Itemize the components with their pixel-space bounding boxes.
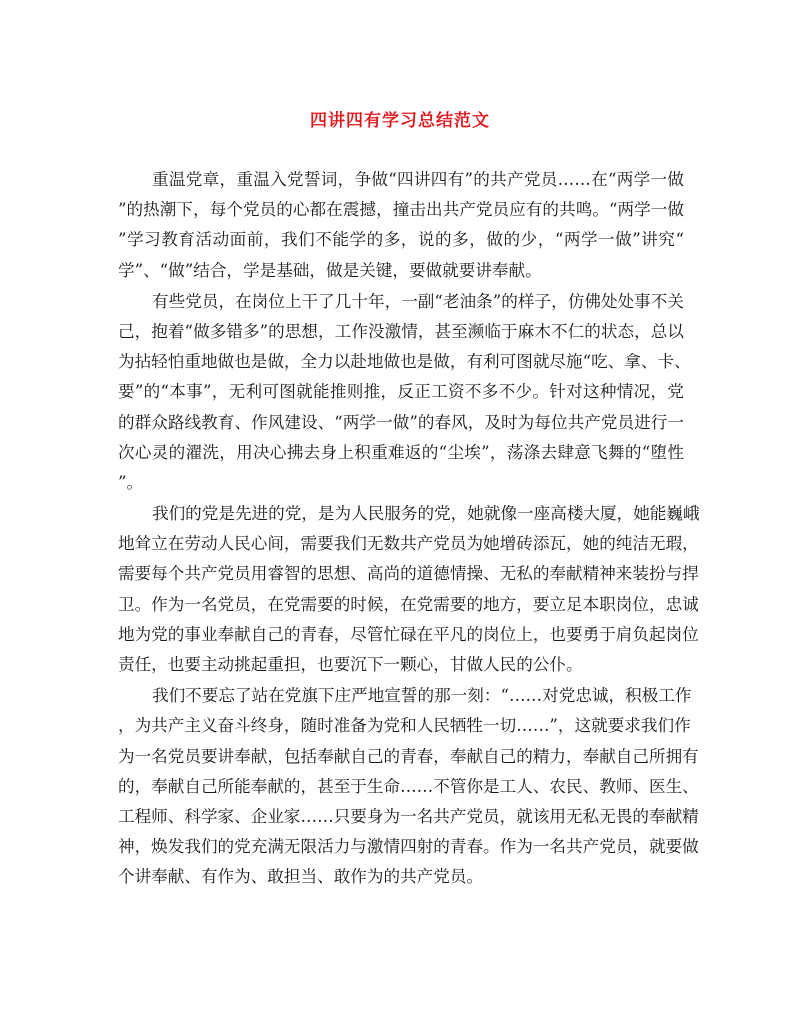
paragraph-3 (118, 499, 700, 680)
text-line: 为拈轻怕重地做也是做，全力以赴地做也是做，有利可图就尽施“吃、拿、卡、 (118, 352, 691, 372)
text-line: ，为共产主义奋斗终身，随时准备为党和人民牺牲一切……”，这就要求我们作 (118, 716, 691, 736)
text-line: 有些党员，在岗位上干了几十年，一副“老油条”的样子，仿佛处处事不关 (152, 291, 684, 311)
text-line: 的群众路线教育、作风建设、“两学一做”的春风，及时为每位共产党员进行一 (118, 412, 684, 432)
text-line: 次心灵的濯洗，用决心拂去身上积重难返的“尘埃”，荡涤去肆意飞舞的“堕性 (118, 442, 684, 462)
text-line: 卫。作为一名党员，在党需要的时候，在党需要的地方，要立足本职岗位，忠诚 (118, 594, 699, 614)
text-line: ”学习教育活动面前，我们不能学的多，说的多，做的少，“两学一做”讲究“ (118, 230, 684, 250)
paragraph-4 (118, 681, 699, 892)
text-line: 的，奉献自己所能奉献的，甚至于生命……不管你是工人、农民、教师、医生、 (118, 776, 699, 796)
text-line: 责任，也要主动挑起重担，也要沉下一颗心，甘做人民的公仆。 (118, 655, 583, 674)
text-line: 己，抱着“做多错多”的思想，工作没激情，甚至濒临于麻木不仁的状态，总以 (118, 321, 684, 341)
text-line: 工程师、科学家、企业家……只要身为一名共产党员，就该用无私无畏的奉献精 (118, 806, 699, 826)
text-line: 重温党章，重温入党誓词，争做“四讲四有”的共产党员……在“两学一做 (152, 170, 684, 189)
paragraph-1 (118, 165, 684, 286)
text-line: 我们的党是先进的党，是为人民服务的党，她就像一座高楼大厦，她能巍峨 (152, 504, 700, 524)
text-line: 为一名党员要讲奉献，包括奉献自己的青春，奉献自己的精力，奉献自己所拥有 (118, 746, 699, 766)
document-body (118, 165, 700, 894)
document-title: 四讲四有学习总结范文 (310, 111, 490, 131)
paragraph-2 (118, 287, 691, 498)
text-line: ”。 (118, 472, 144, 492)
text-line: 地耸立在劳动人民心间，需要我们无数共产党员为她增砖添瓦，她的纯洁无瑕， (118, 534, 699, 554)
text-line: 学”、“做”结合，学是基础，做是关键，要做就要讲奉献。 (118, 260, 542, 280)
text-line: 我们不要忘了站在党旗下庄严地宣誓的那一刻：“……对党忠诚，积极工作 (152, 686, 692, 706)
text-line: 要”的“本事”，无利可图就能推则推，反正工资不多不少。针对这种情况，党 (118, 382, 684, 402)
text-line: ”的热潮下，每个党员的心都在震撼，撞击出共产党员应有的共鸣。“两学一做 (118, 200, 684, 220)
text-line: 需要每个共产党员用睿智的思想、高尚的道德情操、无私的奉献精神来装扮与捍 (118, 564, 699, 584)
text-line: 个讲奉献、有作为、敢担当、敢作为的共产党员。 (118, 867, 484, 887)
text-line: 神，焕发我们的党充满无限活力与激情四射的青春。作为一名共产党员，就要做 (118, 837, 699, 857)
text-line: 地为党的事业奉献自己的青春，尽管忙碌在平凡的岗位上，也要勇于肩负起岗位 (118, 624, 699, 644)
